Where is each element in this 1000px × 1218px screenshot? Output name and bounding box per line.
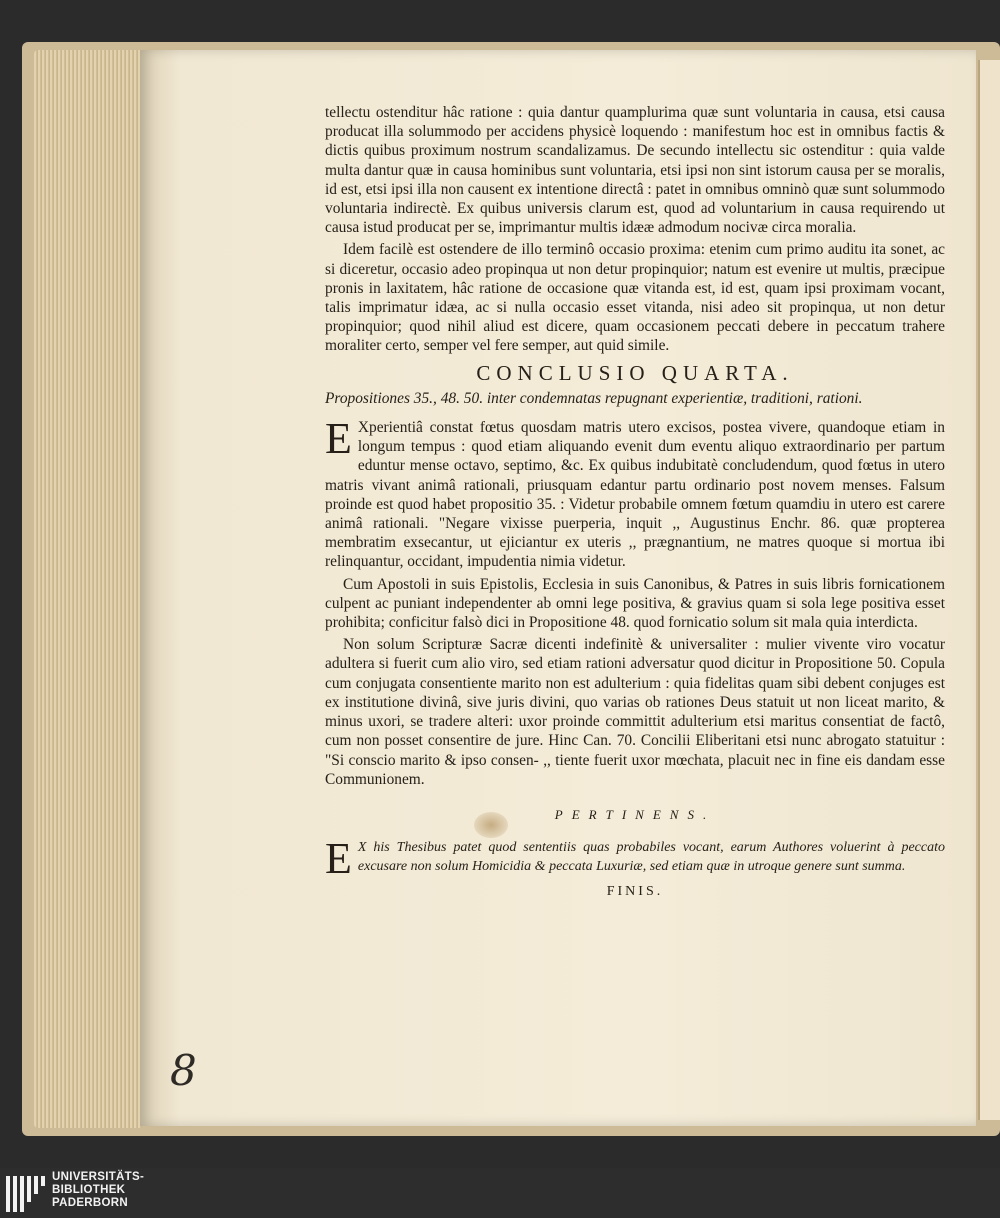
finis: FINIS. bbox=[606, 884, 664, 900]
closing-text: X his Thesibus patet quod sententiis quas probabiles vocant, earum Authores voluerint à peccato excusare non solum Homicidia & peccata Luxuriæ, sed etiam quæ in utroque genere sunt summa. bbox=[357, 840, 945, 875]
drop-cap: E bbox=[325, 414, 352, 464]
paragraph-2: Idem facilè est ostendere de illo terminô occasio proxima: etenim cum primo auditu ita sonet, ac si diceretur, occasio adeo propinqua ut non detur propinquior; natum est evenire ut multis, præcipue pronis in laxitatem, hâc ratione de occasione quæ vitanda est, id est, quam ipsi proximam vocant, talis imprimatur idæa, ac si nulla occasio esset vitanda, nisi adeo sit propinqua, ut non detur propinquior; quod nihil aliud est dicere, quam occasionem peccati debere in peccatum trahere moraliter certo, semper vel fere semper, aut quid simile. bbox=[325, 241, 945, 355]
logo-line-3: PADERBORN bbox=[52, 1197, 128, 1209]
page-number: 8 bbox=[170, 1046, 197, 1095]
next-page-edge bbox=[978, 60, 1000, 1120]
library-logo-icon bbox=[6, 1174, 46, 1214]
closing-drop-cap: E bbox=[325, 834, 352, 884]
page-edges bbox=[34, 50, 142, 1128]
conclusio-heading: CONCLUSIO QUARTA. bbox=[476, 360, 794, 385]
conclusio-subheading: Propositiones 35., 48. 50. inter condemnatas repugnant experientiæ, traditioni, rationi. bbox=[325, 389, 863, 407]
logo-line-2: BIBLIOTHEK bbox=[52, 1184, 126, 1196]
paragraph-1: tellectu ostenditur hâc ratione : quia dantur quamplurima quæ sunt voluntaria in causa, etsi causa producat illa solummodo per accidens physicè loquendo : manifestum hoc est in omnibus factis & dictis quibus proximum nostrum scandalizamus. De secundo intellectu sic ostenditur : quia valde multa dantur quæ in causa hominibus sunt voluntaria, etsi ipsi non sint istorum causa per se moralis, id est, etsi ipsi illa non causent ex intentione directâ : patet in omnibus omninò quæ sunt solummodo voluntaria indirectè. Ex quibus universis clarum est, quod ad voluntarium in causa requirendo ut causa istud producat per se, imprimantur multis idææ admodum nocivæ circa moralia. bbox=[325, 104, 945, 237]
page-text bbox=[325, 103, 945, 901]
paragraph-3: Xperientiâ constat fœtus quosdam matris utero excisos, postea vivere, quandoque etiam in longum tempus : quod etiam aliquando evenit dum eventu aliquo extraordinario per partum eduntur mense octavo, septimo, &c. Ex quibus indubitatè concludendum, quod fœtus in utero matris vivant animâ rationali, priusquam edantur partu ordinario post novem menses. Falsum proinde est quod habet propositio 35. : Videtur probabile omnem fœtum quamdiu in utero est carere animâ rationali. "Negare vixisse puerperia, inquit ,, Augustinus Enchr. 86. quæ propterea membratim exsecantur, ut ejiciantur ex uteris ,, prægnantium, ne matres quoque si mortua ibi relinquantur, occidant, impudentia nimia videtur. bbox=[325, 419, 945, 571]
paragraph-5: Non solum Scripturæ Sacræ dicenti indefinitè & universaliter : mulier vivente viro vocatur adultera si fuerit cum alio viro, sed etiam rationi adversatur quod dicitur in Propositione 50. Copula cum conjugata consentiente marito non est adulterium : quia fidelitas quam sibi debent conjuges est ex institutione divinâ, sive juris divini, quo varias ob rationes Deus statuit ut non liceat marito, & minus uxori, se tradere alteri: uxor proinde committit adulterium etsi maritus consentiat de factô, cum non posset consentire de jure. Hinc Can. 70. Concilii Eliberitani etsi nunc abrogato statuitur : "Si conscio marito & ipso consen- ,, tiente fuerit uxor mœchata, placuit nec in fine eis dandam esse Communionem. bbox=[325, 636, 945, 788]
logo-line-1: UNIVERSITÄTS- bbox=[52, 1171, 145, 1183]
paragraph-4: Cum Apostoli in suis Epistolis, Ecclesia in suis Canonibus, & Patres in suis libris fornicationem culpent ac puniant independenter ab omni lege positiva, & gravius quam si sola lege positiva esset prohibita; conficitur falsò dici in Propositione 48. quod fornicatio solum sit mala quia interdicta. bbox=[325, 575, 945, 632]
closing-paragraph bbox=[325, 834, 945, 884]
footer-bar bbox=[0, 1168, 1000, 1218]
paragraph-3-container bbox=[325, 414, 945, 572]
library-logo-text bbox=[52, 1171, 144, 1210]
pertinens-heading: PERTINENS. bbox=[554, 806, 716, 822]
